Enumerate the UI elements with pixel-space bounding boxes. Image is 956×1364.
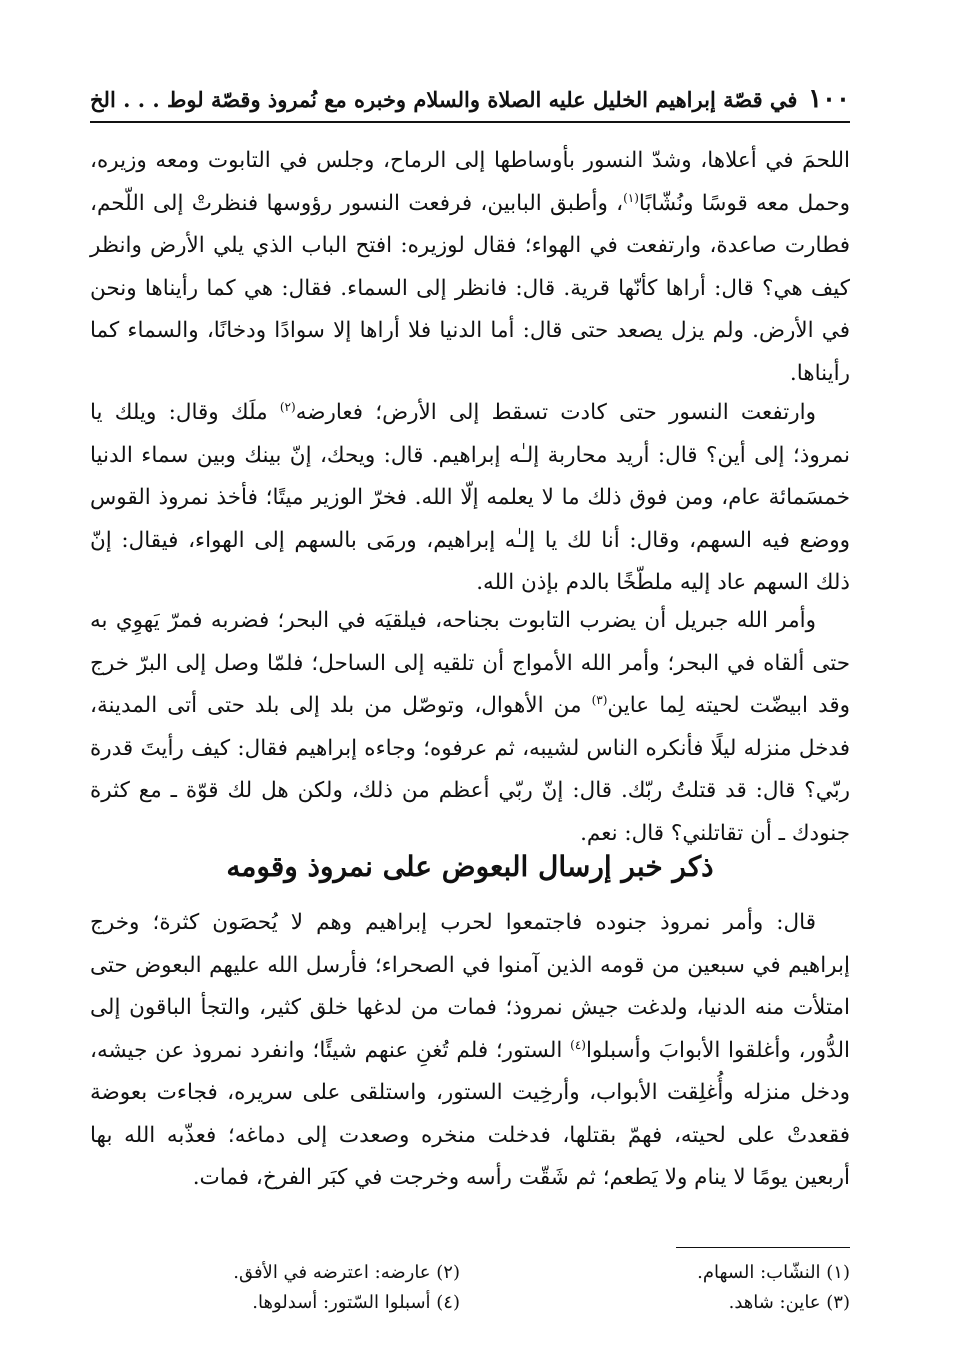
paragraph-text: وأمر الله جبريل أن يضرب التابوت بجناحه، فيلقيَه في البحر؛ فضربه فمرّ يَهوِي به حتى ألقاه في البحر؛ وأمر الله الأمواج أن تلقيه إلى الساحل؛ فلمّا وصل إلى البرّ خرج وقد ابيضّت لحيته لِما عاين xyxy=(90,608,850,718)
paragraph-text: ملَك وقال: ويلك يا نمروذ؛ إلى أين؟ قال: أريد محاربة إلـٰه إبراهيم. قال: ويحك، إنّ بينك وبين سماء الدنيا خمسَمائة عام، ومن فوق ذلك ما لا يعلمه إلّا الله. فخرّ الوزير ميتًا؛ فأخذ نمروذ القوس ووضع فيه السهم، وقال: أنا لك يا إلـٰه إبراهيم، ورمَى بالسهم إلى الهواء، فيقال: إنّ ذلك السهم عاد إليه ملطّخًا بالدم بإذن الله. xyxy=(90,400,850,595)
footnote-ref-1: (١) xyxy=(623,190,639,205)
footnote-ref-2: (٢) xyxy=(279,399,296,414)
paragraph-3 xyxy=(90,600,850,855)
footnote-4: (٤) أسبلوا السّتور: أسدلوها. xyxy=(252,1292,460,1313)
footnotes xyxy=(90,1258,850,1318)
page-header xyxy=(90,78,850,120)
header-divider xyxy=(90,121,850,123)
paragraph-text: اللحمَ في أعلاها، وشدّ النسور بأوساطها إلى الرماح، وجلس في التابوت ومعه وزيره، وحمل معه قوسًا ونُشّابًا xyxy=(90,148,851,216)
paragraph-2 xyxy=(90,392,850,605)
paragraph-text: وارتفعت النسور حتى كادت تسقط إلى الأرض؛ فعارضه xyxy=(295,400,816,425)
paragraph-1 xyxy=(90,140,850,395)
paragraph-text: من الأهوال، وتوصّل من بلد إلى بلد حتى أتى المدينة، فدخل منزله ليلًا فأنكره الناس لشيبه، ثم عرفوه؛ وجاءه إبراهيم فقال: كيف رأيتَ قدرة ربّي؟ قال: قد قتلتُ ربّك. قال: إنّ ربّي أعظم من ذلك، ولكن هل لك قوّة ـ مع كثرة جنودك ـ أن تقاتلني؟ قال: نعم. xyxy=(90,693,850,846)
paragraph-4 xyxy=(90,902,850,1200)
paragraph-text: قال: وأمر نمروذ جنوده فاجتمعوا لحرب إبراهيم وهم لا يُحصَون كثرة؛ وخرج إبراهيم في سبعين من قومه الذين آمنوا في الصحراء؛ فأرسل الله عليهم البعوض حتى امتلأت منه الدنيا، ولدغت جيش نمروذ؛ فمات من لدغها خلق كثير، والتجأ الباقون إلى الدُّور، وأغلقوا الأبوابَ وأسبلوا xyxy=(90,910,850,1063)
footnote-1: (١) النشّاب: السهام. xyxy=(697,1262,850,1283)
footnote-ref-3: (٣) xyxy=(591,692,608,707)
footnote-divider xyxy=(676,1247,850,1248)
page-number: ١٠٠ xyxy=(808,84,850,114)
footnote-2: (٢) عارضه: اعترضه في الأفق. xyxy=(233,1262,460,1283)
running-title: في قصّة إبراهيم الخليل عليه الصلاة والسلام وخبره مع نُمروذ وقصّة لوط . . . الخ xyxy=(90,86,798,112)
section-heading: ذكر خبر إرسال البعوض على نمروذ وقومه xyxy=(226,850,714,883)
footnote-ref-4: (٤) xyxy=(570,1037,586,1052)
paragraph-text: ، وأطبق البابين، فرفعت النسور رؤوسها فنظرتْ إلى اللّحم، فطارت صاعدة، وارتفعت في الهواء؛ فقال لوزيره: افتح الباب الذي يلي الأرض وانظر كيف هي؟ قال: أراها كأنّها قرية. قال: فانظر إلى السماء. فقال: هي كما رأيناها ونحن في الأرض. ولم يزل يصعد حتى قال: أما الدنيا فلا أراها إلا سوادًا ودخانًا، والسماء كما رأيناها. xyxy=(90,190,850,386)
footnote-3: (٣) عاين: شاهد. xyxy=(728,1292,850,1313)
paragraph-text: الستور؛ فلم تُغنِ عنهم شيئًا؛ وانفرد نمروذ عن جيشه، ودخل منزله وأُغلِقت الأبواب، وأرخِيت الستور، واستلقى على سريره، فجاءت بعوضة فقعدتْ على لحيته، فهمّ بقتلها، فدخلت منخره وصعدت إلى دماغه؛ فعذّبه الله بها أربعين يومًا لا ينام ولا يَطعم؛ ثم شَقّت رأسه وخرجت في كبَر الفرخ، فمات. xyxy=(90,1037,850,1190)
